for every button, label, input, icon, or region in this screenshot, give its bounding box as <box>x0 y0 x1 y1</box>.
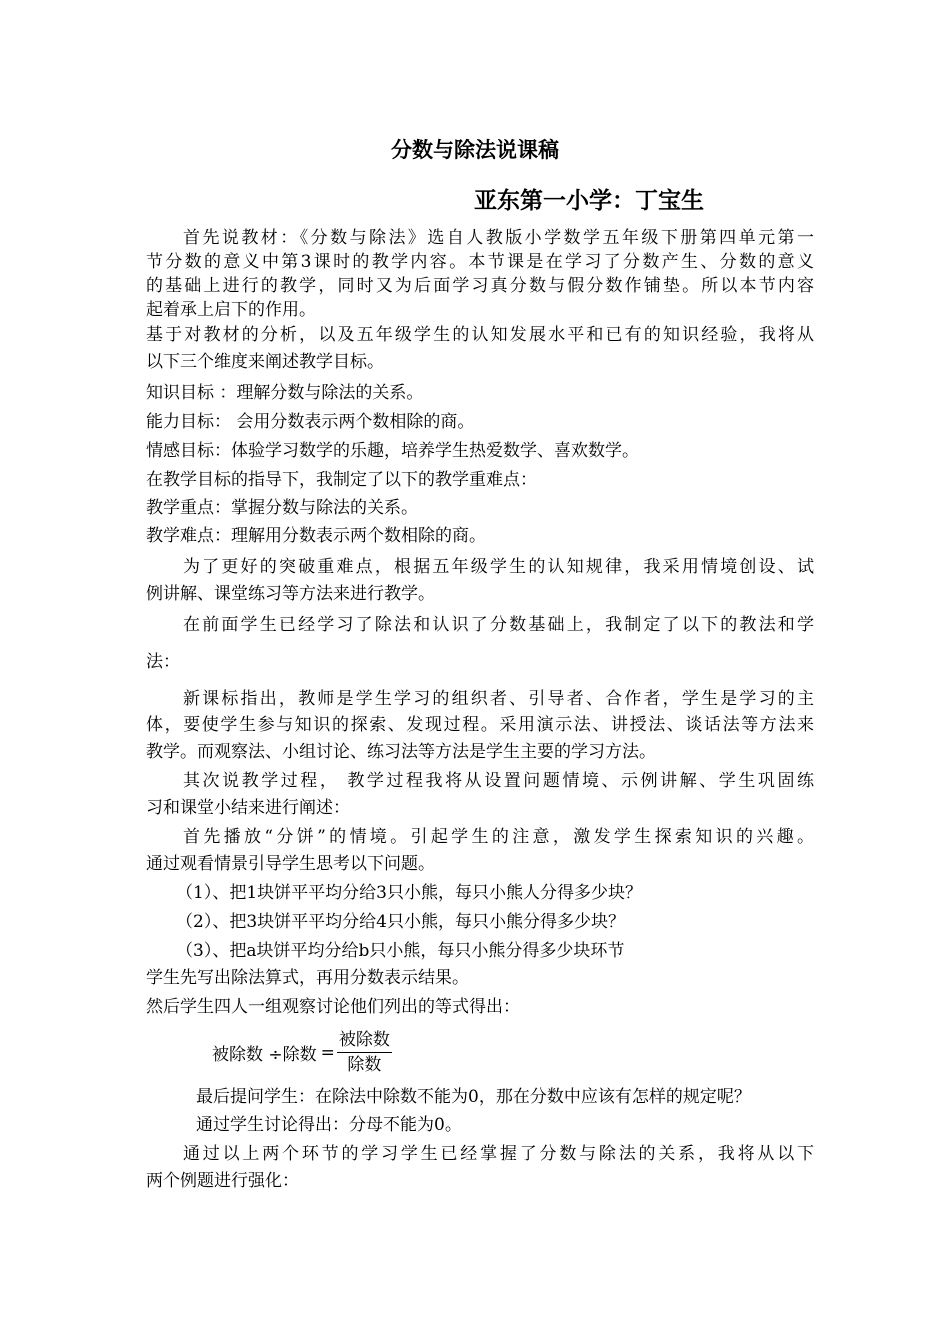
paragraph-line: 以下三个维度来阐述教学目标。 <box>146 352 384 372</box>
paragraph-line: 教学重点：掌握分数与除法的关系。 <box>146 498 418 518</box>
paragraph-line: 在前面学生已经学习了除法和认识了分数基础上，我制定了以下的教法和学 <box>183 615 814 635</box>
paragraph-line: 新课标指出，教师是学生学习的组织者、引导者、合作者，学生是学习的主 <box>183 689 814 709</box>
paragraph-line: 教学。而观察法、小组讨论、练习法等方法是学生主要的学习方法。 <box>146 742 656 762</box>
author-line: 亚东第一小学：丁宝生 <box>474 188 704 214</box>
paragraph-line: 情感目标：体验学习数学的乐趣，培养学生热爱数学、喜欢数学。 <box>146 441 639 461</box>
formula-lhs: 被除数 ÷除数 <box>212 1045 317 1065</box>
paragraph-line: 通过观看情景引导学生思考以下问题。 <box>146 854 435 874</box>
paragraph-line: 其次说教学过程， 教学过程我将从设置问题情境、示例讲解、学生巩固练 <box>183 771 814 791</box>
document-title: 分数与除法说课稿 <box>391 138 559 162</box>
fraction <box>337 1030 392 1075</box>
paragraph-line: 在教学目标的指导下，我制定了以下的教学重难点： <box>146 470 537 490</box>
paragraph-line: 为了更好的突破重难点，根据五年级学生的认知规律，我采用情境创设、试 <box>183 557 814 577</box>
paragraph-line: 通过以上两个环节的学习学生已经掌握了分数与除法的关系，我将从以下 <box>183 1144 814 1164</box>
fraction-numerator: 被除数 <box>337 1030 392 1053</box>
paragraph-line: 的基础上进行的教学，同时又为后面学习真分数与假分数作铺垫。所以本节内容 <box>146 276 814 296</box>
paragraph-line: 体，要使学生参与知识的探索、发现过程。采用演示法、讲授法、谈话法等方法来 <box>146 715 814 735</box>
list-item: （1）、把1块饼平平均分给3只小熊，每只小熊人分得多少块？ <box>176 883 642 903</box>
paragraph-line: 法： <box>146 652 180 672</box>
formula <box>212 1030 392 1075</box>
paragraph-line: 通过学生讨论得出：分母不能为0。 <box>196 1115 462 1135</box>
formula-equals: = <box>320 1042 335 1063</box>
paragraph-line: 教学难点：理解用分数表示两个数相除的商。 <box>146 526 486 546</box>
paragraph-line: 基于对教材的分析，以及五年级学生的认知发展水平和已有的知识经验，我将从 <box>146 325 814 345</box>
paragraph-line: 知识目标 ：理解分数与除法的关系。 <box>146 383 424 403</box>
paragraph-line: 最后提问学生：在除法中除数不能为0，那在分数中应该有怎样的规定呢？ <box>196 1087 751 1107</box>
paragraph-line: 然后学生四人一组观察讨论他们列出的等式得出： <box>146 997 520 1017</box>
paragraph-line: 首先播放“分饼”的情境。引起学生的注意，激发学生探索知识的兴趣。 <box>183 827 814 847</box>
paragraph-line: 能力目标： 会用分数表示两个数相除的商。 <box>146 412 475 432</box>
list-item: （2）、把3块饼平平均分给4只小熊，每只小熊分得多少块？ <box>176 912 625 932</box>
paragraph-line: 学生先写出除法算式，再用分数表示结果。 <box>146 968 469 988</box>
paragraph-line: 习和课堂小结来进行阐述： <box>146 798 350 818</box>
paragraph-line: 节分数的意义中第3课时的教学内容。本节课是在学习了分数产生、分数的意义 <box>146 252 814 272</box>
paragraph-line: 例讲解、课堂练习等方法来进行教学。 <box>146 584 435 604</box>
paragraph-line: 两个例题进行强化： <box>146 1171 299 1191</box>
paragraph-line: 起着承上启下的作用。 <box>146 300 316 320</box>
list-item: （3）、把a块饼平均分给b只小熊，每只小熊分得多少块环节 <box>176 941 625 961</box>
fraction-denominator: 除数 <box>347 1055 382 1075</box>
paragraph-line: 首先说教材：《分数与除法》选自人教版小学数学五年级下册第四单元第一 <box>183 228 814 248</box>
